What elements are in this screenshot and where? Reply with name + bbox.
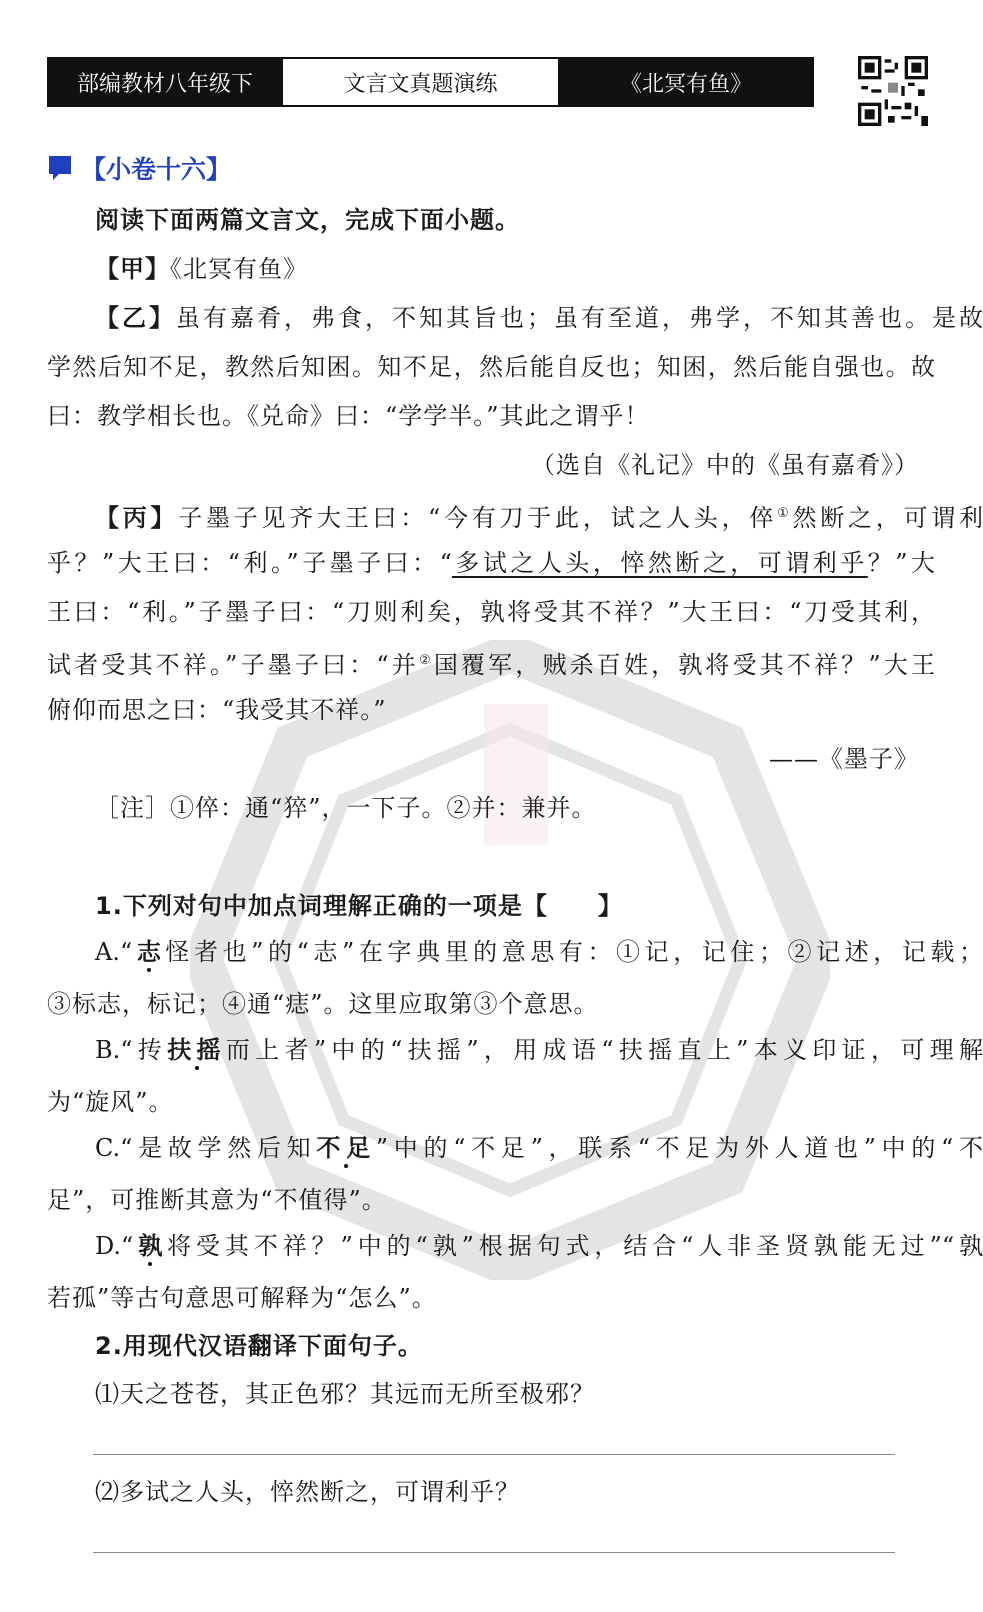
option-text: D.“ xyxy=(95,1232,134,1260)
passage-bing-text: 子墨子见齐大王曰：“今有刀于此，试之人头，倅 xyxy=(178,504,778,532)
passage-bing-text: 试者受其不祥。”子墨子曰：“并 xyxy=(47,651,419,679)
answer-line-2[interactable] xyxy=(93,1552,895,1553)
option-text: 将受其不祥？”中的“孰”根据句式，结合“人非圣贤孰能无过”“孰 xyxy=(167,1232,983,1260)
passage-jia xyxy=(47,253,983,285)
passage-bing-line: 俯仰而思之曰：“我受其不祥。” xyxy=(47,696,387,724)
header-category: 文言文真题演练 xyxy=(281,59,560,105)
section-label: 【小卷十六】 xyxy=(81,155,232,184)
option-a-cont: ③标志，标记；④通“痣”。这里应取第③个意思。 xyxy=(47,990,599,1018)
passage-yi-source: （选自《礼记》中的《虽有嘉肴》） xyxy=(531,451,919,479)
option-d-cont: 若孤”等古句意思可解释为“怎么”。 xyxy=(47,1284,437,1312)
option-c-cont: 足”，可推断其意为“不值得”。 xyxy=(47,1186,387,1214)
dotted-word: 不足 xyxy=(316,1133,376,1162)
dotted-word: 孰 xyxy=(133,1231,168,1260)
passage-bing-line xyxy=(47,547,935,579)
passage-jia-text: 《北冥有鱼》 xyxy=(170,255,308,283)
passage-bing-source: ——《墨子》 xyxy=(769,745,919,773)
option-text: B.“抟 xyxy=(95,1036,168,1064)
option-b[interactable] xyxy=(47,1034,983,1066)
dotted-word: 志 xyxy=(132,937,166,966)
passage-bing-line: 王曰：“利。”子墨子曰：“刀则利矣，孰将受其不祥？”大王曰：“刀受其利， xyxy=(47,598,935,626)
option-c[interactable] xyxy=(47,1132,983,1164)
underlined-sentence: 多试之人头，悴然断之，可谓利乎 xyxy=(451,549,868,577)
section-heading xyxy=(47,150,231,186)
option-text: 而上者”中的“扶摇”，用成语“扶摇直上”本义印证，可理解 xyxy=(225,1036,983,1064)
dotted-word: 扶摇 xyxy=(167,1035,226,1064)
passage-bing-text: 然断之，可谓利 xyxy=(792,504,983,532)
header-title: 《北冥有鱼》 xyxy=(560,59,812,105)
header-grade: 部编教材八年级下 xyxy=(49,59,281,105)
header-bar xyxy=(47,57,814,107)
question-2-stem: 2.用现代汉语翻译下面句子。 xyxy=(95,1332,423,1360)
passage-bing-text: 乎？”大王曰：“利。”子墨子曰：“ xyxy=(47,549,452,577)
option-d[interactable] xyxy=(47,1230,983,1262)
option-text: ”中的“不足”，联系“不足为外人道也”中的“不 xyxy=(375,1134,983,1162)
option-text: 怪者也”的“志”在字典里的意思有：①记，记住；②记述，记载； xyxy=(165,938,983,966)
passage-yi-text: 虽有嘉肴，弗食，不知其旨也；虽有至道，弗学，不知其善也。是故 xyxy=(176,304,983,332)
passage-bing-line xyxy=(47,645,935,681)
passage-bing-text: ？”大 xyxy=(867,549,936,577)
option-b-cont: 为“旋风”。 xyxy=(47,1088,174,1116)
footnote: ［注］①倅：通“猝”，一下子。②并：兼并。 xyxy=(95,794,597,822)
passage-jia-tag: 【甲】 xyxy=(95,255,170,283)
option-text: C.“是故学然后知 xyxy=(95,1134,317,1162)
passage-bing-line xyxy=(47,498,983,534)
option-a[interactable] xyxy=(47,936,983,968)
qr-code-icon[interactable] xyxy=(858,56,928,126)
passage-yi-line: 学然后知不足，教然后知困。知不足，然后能自反也；知困，然后能自强也。故 xyxy=(47,353,935,381)
question-1-stem: 1.下列对句中加点词理解正确的一项是【 】 xyxy=(95,892,623,920)
instruction: 阅读下面两篇文言文，完成下面小题。 xyxy=(95,206,520,234)
footnote-mark: ② xyxy=(418,653,434,668)
translation-sentence-2: ⑵多试之人头，悴然断之，可谓利乎？ xyxy=(95,1478,520,1506)
passage-yi-tag: 【乙】 xyxy=(95,304,176,332)
translation-sentence-1: ⑴天之苍苍，其正色邪？其远而无所至极邪？ xyxy=(95,1380,595,1408)
option-text: A.“ xyxy=(95,938,133,966)
passage-bing-text: 国覆军，贼杀百姓，孰将受其不祥？”大王 xyxy=(433,651,936,679)
section-flag-icon xyxy=(47,154,75,182)
passage-yi-line xyxy=(47,302,983,334)
answer-line-1[interactable] xyxy=(93,1454,895,1455)
passage-bing-tag: 【丙】 xyxy=(95,504,179,532)
passage-yi-line: 曰：教学相长也。《兑命》曰：“学学半。”其此之谓乎！ xyxy=(47,402,650,430)
footnote-mark: ① xyxy=(777,506,793,521)
